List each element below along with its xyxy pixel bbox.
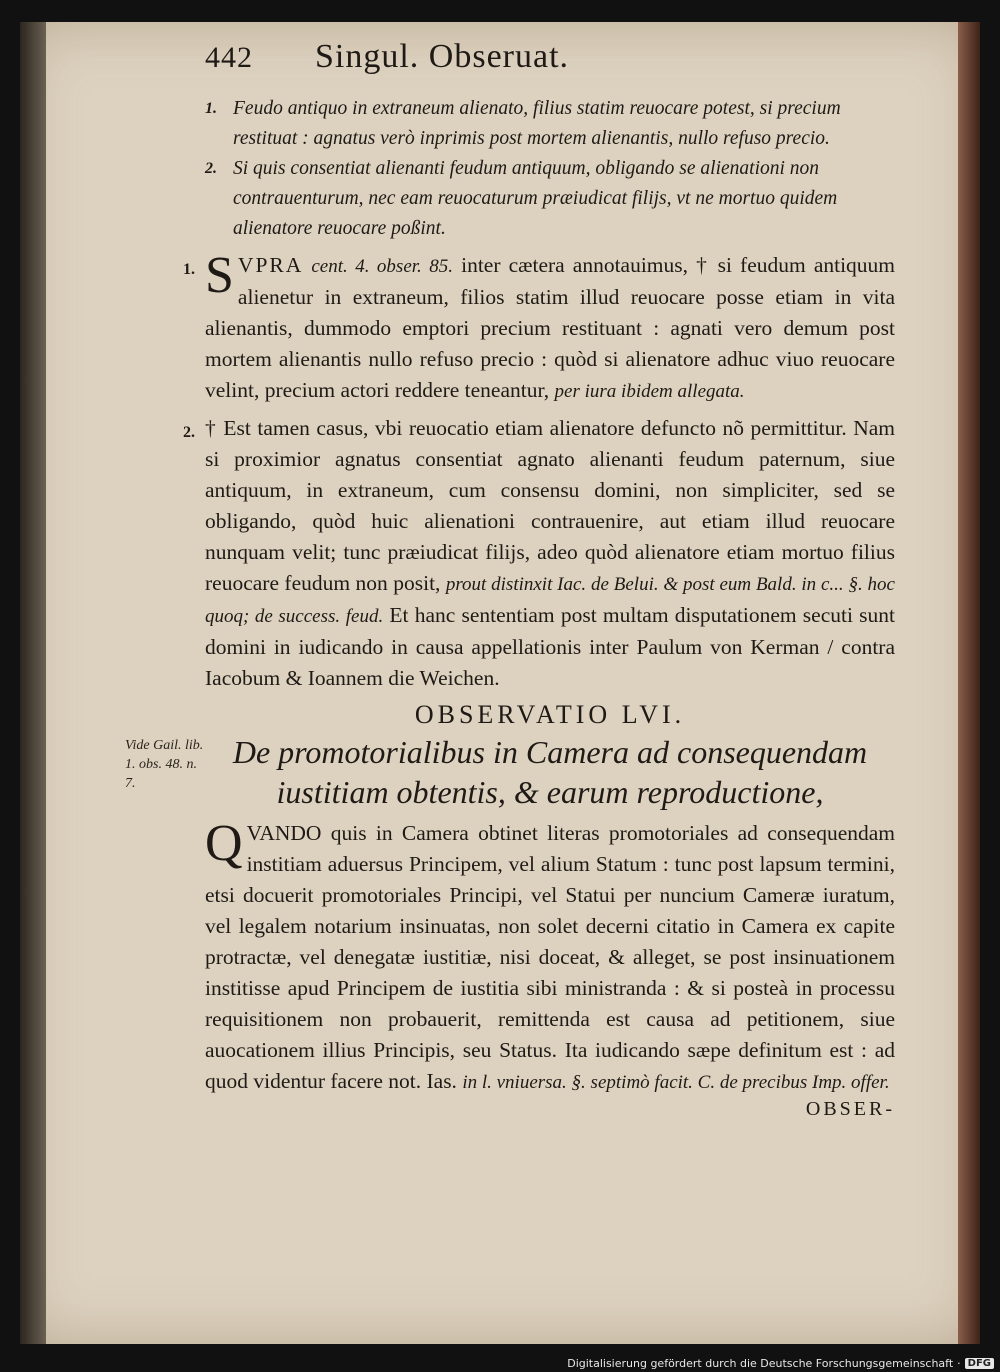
lead-word: VPRA [237, 253, 304, 277]
catchword: OBSER- [805, 1098, 895, 1120]
book-spine-edge [20, 22, 46, 1344]
observatio-title-block [125, 732, 895, 812]
page-header [205, 38, 895, 94]
observatio-title: De promotorialibus in Camera ad consequendam iustitiam obtentis, & earum reproductione, [232, 734, 868, 810]
footer-text: Digitalisierung gefördert durch die Deutsche Forschungsgemeinschaft [567, 1357, 954, 1370]
citation: prout distinxit Iac. de Belui. & post eum Bald. in c... §. hoc quoq; de success. feud. [205, 574, 895, 627]
paragraph-number: 1. [183, 261, 195, 278]
dfg-logo-icon: DFG [965, 1358, 994, 1369]
reference: cent. 4. obser. 85. [311, 256, 454, 277]
paragraph-text: quis in Camera obtinet literas promotoriales ad consequendam institiam aduersus Principem, vel alium Statum : tunc post lapsum termini, etsi docuerit promotoriales Principi, vel Statui per nuncium Cameræ iuratum, vel legalem notarium insinuatas, non solet decerni citatio in Camera ex capite protractæ, vel denegatæ iustitiæ, nisi doceat, & alleget, se post insinuationem institisse apud Principem de iustitia sibi ministranda : & si posteà in processu requisitionem non probauerit, remittenda est causa ad petitionem, siue auocationem illius Principis, seu Status. Ita iudicando sæpe definitum est : ad quod videntur facere not. Ias. [205, 821, 895, 1093]
observatio-heading: OBSERVATIO LVI. [414, 700, 686, 729]
citation: per iura ibidem allegata. [554, 381, 745, 402]
page-number: 442 [205, 41, 253, 74]
paragraph-1 [183, 247, 896, 407]
summary-list [205, 94, 895, 244]
paragraph-text: Et hanc sententiam post multam disputationem secuti sunt domini in iudicando in causa appellationis inter Paulum von Kerman / contra Iacobum & Ioannem die Weichen. [205, 603, 895, 690]
summary-number: 1. [205, 100, 217, 117]
lead-word: VANDO [246, 821, 322, 845]
summary-text: Feudo antiquo in extraneum alienato, filius statim reuocare potest, si precium restituat : agnatus verò inprimis post mortem alienantis, nullo refuso precio. [233, 98, 841, 149]
citation: in l. vniuersa. §. septimò facit. C. de precibus Imp. offer. [462, 1072, 890, 1093]
book-cover-edge [958, 22, 980, 1344]
paragraph-2 [183, 413, 895, 694]
footer-credit: Digitalisierung gefördert durch die Deutsche Forschungsgemeinschaft · DFG [567, 1357, 994, 1370]
summary-text: Si quis consentiat alienanti feudum antiquum, obligando se alienationi non contrauenturum, nec eam reuocaturum præiudicat filijs, vt ne mortuo quidem alienatore reuocare poßint. [233, 158, 838, 239]
summary-item [205, 94, 895, 154]
paragraph-text: inter cætera annotauimus, † si feudum antiquum alienetur in extraneum, filios statim illud reuocare posse etiam in vita alienantis, dummodo emptori precium restituant : agnati vero demum post mortem alienantis nullo refuso precio : quòd si alienatore adhuc viuo reuocare velint, precium actori reddere teneantur, [205, 253, 896, 402]
margin-note: Vide Gail. lib. 1. obs. 48. n. 7. [125, 738, 204, 791]
drop-cap: Q [205, 815, 243, 872]
paragraph-number: 2. [183, 424, 195, 441]
running-title: Singul. Obseruat. [315, 38, 570, 75]
drop-cap: S [205, 247, 234, 304]
page-text [125, 38, 896, 1121]
summary-number: 2. [205, 160, 217, 177]
observatio-paragraph [205, 815, 895, 1098]
paragraph-text: † Est tamen casus, vbi reuocatio etiam alienatore defuncto nõ permittitur. Nam si proximior agnatus consentiat agnato alienanti feudum paternum, siue antiquum, in extraneum, cum consensu domini, non simpliciter, sed se obligando, quòd huic alienationi contrauenire, aut etiam illud reuocare nunquam velit; tunc præiudicat filijs, adeo quòd alienatore etiam mortuo filius reuocare feudum non posit, [205, 416, 895, 595]
summary-item [205, 154, 895, 244]
